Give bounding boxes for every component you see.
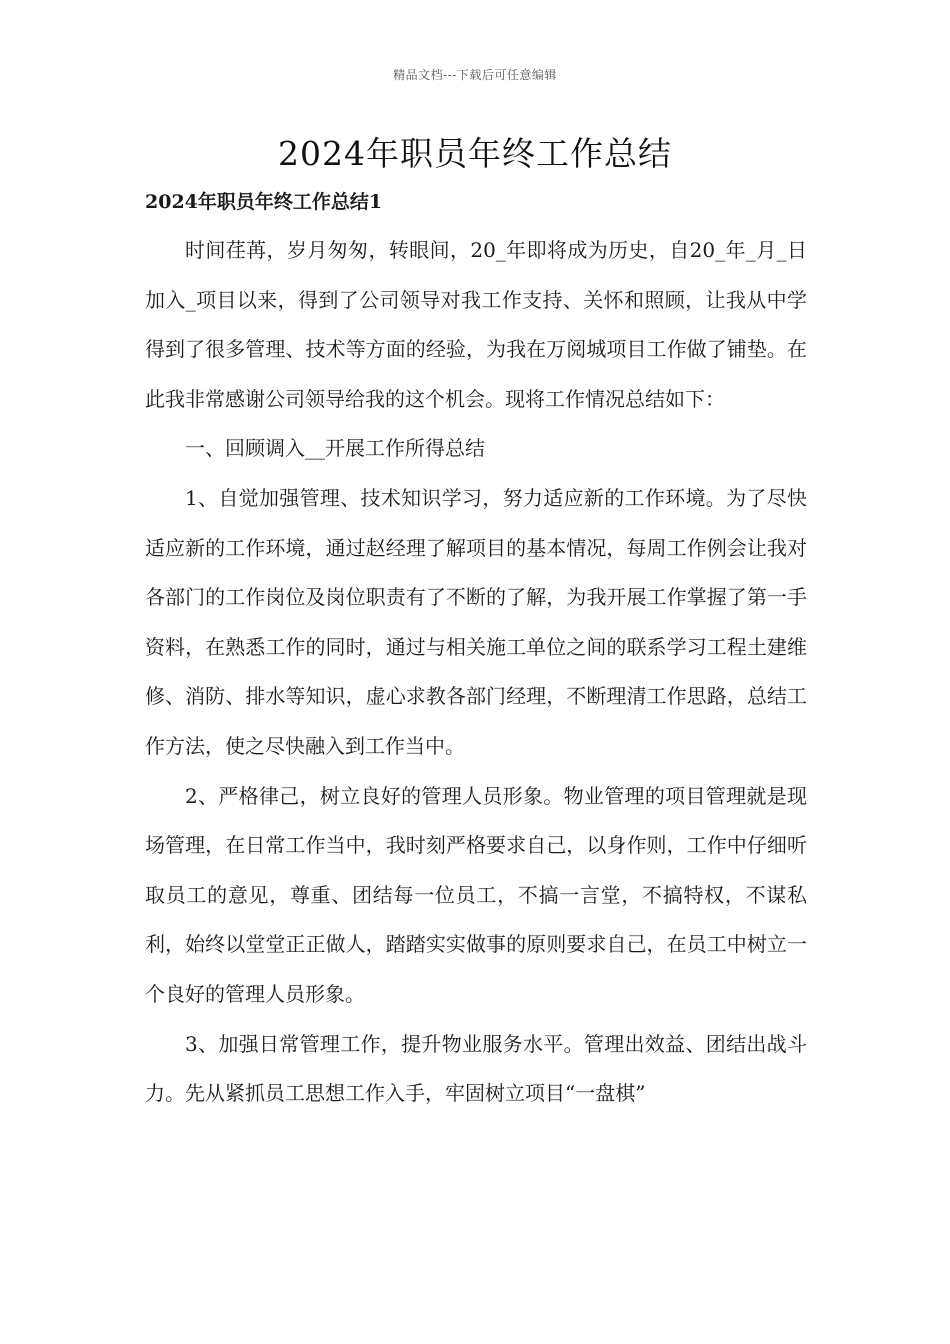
- paragraph: 时间荏苒，岁月匆匆，转眼间，20_年即将成为历史，自20_年_月_日加入_项目以来，得到了公司领导对我工作支持、关怀和照顾，让我从中学得到了很多管理、技术等方面的经验，为我在万阅城项目工作做了铺垫。在此我非常感谢公司领导给我的这个机会。现将工作情况总结如下：: [145, 238, 807, 411]
- header-note: 精品文档---下载后可任意编辑: [393, 68, 557, 82]
- paragraph: 2、严格律己，树立良好的管理人员形象。物业管理的项目管理就是现场管理，在日常工作当中，我时刻严格要求自己，以身作则，工作中仔细听取员工的意见，尊重、团结每一位员工，不搞一言堂，不搞特权，不谋私利，始终以堂堂正正做人，踏踏实实做事的原则要求自己，在员工中树立一个良好的管理人员形象。: [145, 783, 807, 1006]
- paragraph: 3、加强日常管理工作，提升物业服务水平。管理出效益、团结出战斗力。先从紧抓员工思想工作入手，牢固树立项目“一盘棋”: [145, 1031, 807, 1106]
- document-body: [145, 226, 807, 1119]
- paragraph: 1、自觉加强管理、技术知识学习，努力适应新的工作环境。为了尽快适应新的工作环境，通过赵经理了解项目的基本情况，每周工作例会让我对各部门的工作岗位及岗位职责有了不断的了解，为我开展工作掌握了第一手资料，在熟悉工作的同时，通过与相关施工单位之间的联系学习工程土建维修、消防、排水等知识，虚心求教各部门经理，不断理清工作思路，总结工作方法，使之尽快融入到工作当中。: [145, 485, 807, 758]
- section-title: 2024年职员年终工作总结1: [145, 191, 383, 213]
- paragraph: 一、回顾调入__开展工作所得总结: [185, 436, 485, 461]
- document-title: 2024年职员年终工作总结: [278, 134, 672, 173]
